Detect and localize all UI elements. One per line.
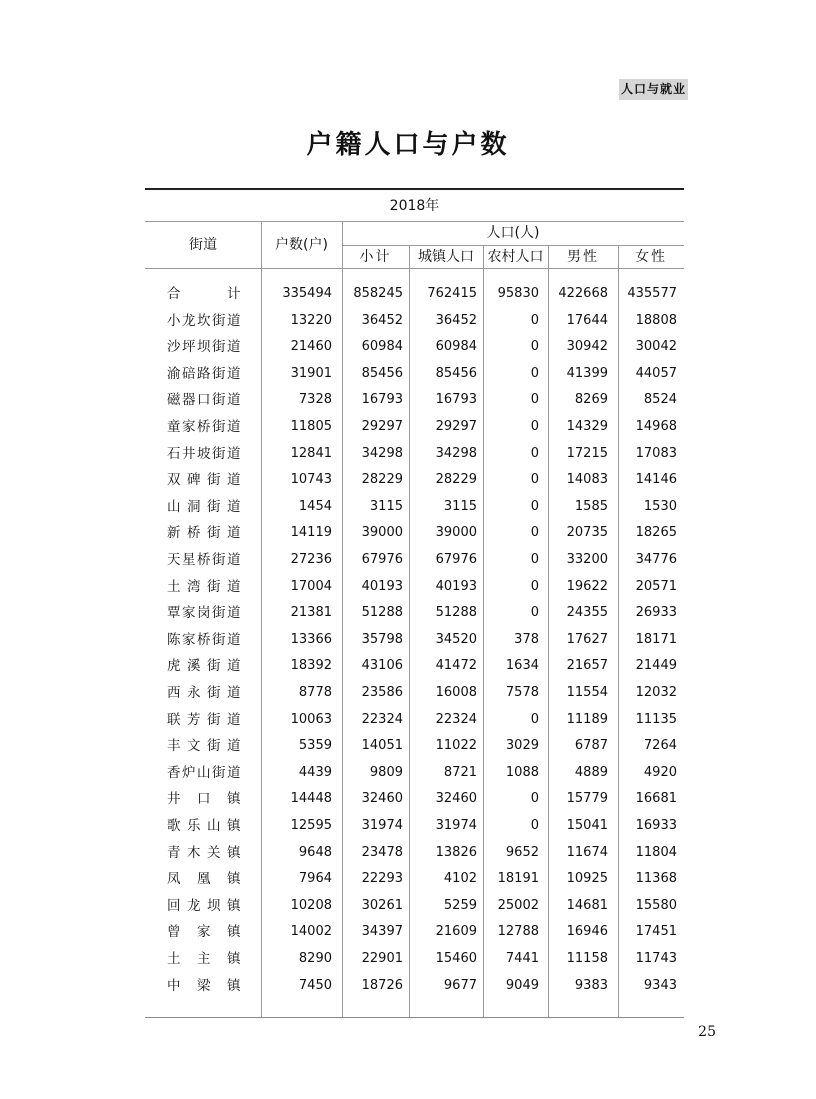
subtotal-cell: 43106 (361, 658, 403, 674)
male-cell: 10925 (566, 871, 608, 887)
households-cell: 7328 (298, 392, 332, 408)
urban-cell: 40193 (435, 578, 477, 594)
rural-cell: 9049 (505, 977, 539, 993)
district-name: 小龙坎街道 (167, 312, 241, 329)
rural-cell: 9652 (505, 844, 539, 860)
rural-cell: 12788 (497, 924, 539, 940)
male-cell: 14329 (566, 419, 608, 434)
households-cell: 21460 (290, 339, 332, 355)
male-cell: 11158 (566, 951, 608, 966)
urban-cell: 21609 (435, 924, 477, 940)
table-row (145, 840, 684, 867)
female-cell: 16681 (635, 791, 677, 807)
district-name: 陈家桥街道 (167, 631, 241, 648)
households-cell: 17004 (290, 578, 332, 594)
male-cell: 17627 (566, 631, 608, 647)
rural-cell: 0 (530, 419, 539, 434)
subtotal-cell: 23586 (361, 685, 403, 700)
subtotal-cell: 30261 (361, 897, 403, 913)
rural-cell: 25002 (497, 897, 539, 913)
rural-cell: 378 (514, 631, 539, 647)
male-cell: 8269 (574, 392, 608, 408)
rural-cell: 0 (530, 791, 539, 807)
table-row (145, 467, 684, 494)
urban-cell: 5259 (443, 897, 477, 913)
district-name: 石井坡街道 (167, 445, 241, 462)
households-cell: 8778 (298, 685, 332, 700)
rural-cell: 1634 (505, 658, 539, 674)
rural-cell: 0 (530, 365, 539, 381)
subtotal-cell: 34298 (361, 445, 403, 461)
header-bottom-rule (145, 268, 684, 269)
urban-cell: 28229 (435, 472, 477, 488)
male-cell: 1585 (574, 498, 608, 514)
district-name: 香炉山街道 (167, 764, 241, 781)
subtotal-cell: 14051 (361, 738, 403, 754)
table-row (145, 441, 684, 468)
district-name: 曾家镇 (167, 924, 241, 941)
population-table (145, 188, 684, 1018)
rural-cell: 0 (530, 818, 539, 833)
district-name: 凤凰镇 (167, 871, 241, 888)
subtotal-header: 小计 (359, 249, 392, 265)
rural-cell: 0 (530, 339, 539, 355)
households-cell: 13366 (290, 631, 332, 647)
table-row (145, 520, 684, 547)
subtotal-cell: 22293 (361, 871, 403, 887)
subtotal-cell: 858245 (353, 286, 403, 301)
female-cell: 21449 (635, 658, 677, 674)
district-name: 磁器口街道 (167, 392, 241, 409)
households-cell: 8290 (298, 951, 332, 966)
subtotal-cell: 32460 (361, 791, 403, 807)
table-row (145, 361, 684, 388)
rural-cell: 18191 (497, 871, 539, 887)
table-bottom-rule (145, 1017, 684, 1018)
district-name: 土湾街道 (167, 578, 241, 595)
rural-cell: 7578 (505, 685, 539, 700)
rural-cell: 0 (530, 445, 539, 461)
households-cell: 14119 (290, 525, 332, 541)
households-cell: 7964 (298, 871, 332, 887)
subtotal-cell: 9809 (369, 764, 403, 780)
district-name: 双碑街道 (167, 472, 241, 489)
district-name: 中梁镇 (167, 977, 241, 994)
male-cell: 30942 (566, 339, 608, 355)
households-cell: 11805 (290, 419, 332, 434)
rural-cell: 95830 (497, 286, 539, 301)
households-cell: 31901 (290, 365, 332, 381)
rural-cell: 0 (530, 605, 539, 621)
female-cell: 20571 (635, 578, 677, 594)
male-cell: 17644 (566, 312, 608, 328)
female-cell: 12032 (635, 685, 677, 700)
table-row (145, 547, 684, 574)
rural-cell: 1088 (505, 764, 539, 780)
households-cell: 14448 (290, 791, 332, 807)
subtotal-cell: 16793 (361, 392, 403, 408)
male-cell: 4889 (574, 764, 608, 780)
male-cell: 24355 (566, 605, 608, 621)
male-cell: 14681 (566, 897, 608, 913)
urban-header: 城镇人口 (418, 249, 474, 265)
district-name: 歌乐山镇 (167, 818, 241, 834)
subtotal-cell: 39000 (361, 525, 403, 541)
male-cell: 16946 (566, 924, 608, 940)
male-cell: 41399 (566, 365, 608, 381)
subtotal-cell: 35798 (361, 631, 403, 647)
female-cell: 14968 (635, 419, 677, 434)
female-cell: 435577 (627, 286, 677, 301)
households-cell: 10063 (290, 711, 332, 727)
households-cell: 335494 (282, 286, 332, 301)
table-row (145, 414, 684, 441)
urban-cell: 8721 (443, 764, 477, 780)
male-cell: 15779 (566, 791, 608, 807)
table-row (145, 813, 684, 840)
table-top-rule (145, 188, 684, 190)
female-cell: 16933 (635, 818, 677, 833)
rural-cell: 0 (530, 392, 539, 408)
urban-cell: 85456 (435, 365, 477, 381)
district-name: 山洞街道 (167, 498, 241, 515)
district-name: 沙坪坝街道 (167, 339, 241, 356)
households-cell: 4439 (298, 764, 332, 780)
table-row (145, 627, 684, 654)
rural-cell: 0 (530, 498, 539, 514)
urban-cell: 29297 (435, 419, 477, 434)
male-cell: 20735 (566, 525, 608, 541)
male-cell: 422668 (558, 286, 608, 301)
households-cell: 12841 (290, 445, 332, 461)
district-name: 回龙坝镇 (167, 897, 241, 914)
male-cell: 19622 (566, 578, 608, 594)
female-cell: 14146 (635, 472, 677, 488)
female-cell: 1530 (643, 498, 677, 514)
table-row (145, 574, 684, 601)
female-cell: 30042 (635, 339, 677, 355)
households-cell: 7450 (298, 977, 332, 993)
urban-cell: 51288 (435, 605, 477, 621)
households-cell: 5359 (298, 738, 332, 754)
urban-cell: 31974 (435, 818, 477, 833)
households-cell: 18392 (290, 658, 332, 674)
urban-cell: 34298 (435, 445, 477, 461)
subtotal-cell: 22324 (361, 711, 403, 727)
subtotal-cell: 23478 (361, 844, 403, 860)
subtotal-cell: 18726 (361, 977, 403, 993)
subtotal-cell: 22901 (361, 951, 403, 966)
urban-cell: 16793 (435, 392, 477, 408)
rural-cell: 0 (530, 552, 539, 567)
urban-cell: 15460 (435, 951, 477, 966)
households-cell: 10208 (290, 897, 332, 913)
table-row (145, 387, 684, 414)
district-header: 街道 (189, 237, 217, 253)
households-cell: 21381 (290, 605, 332, 621)
subtotal-cell: 60984 (361, 339, 403, 355)
male-cell: 9383 (574, 977, 608, 993)
households-cell: 14002 (290, 924, 332, 940)
male-cell: 11674 (566, 844, 608, 860)
district-name: 土主镇 (167, 951, 241, 967)
district-name: 合 计 (167, 286, 241, 302)
district-name: 联芳街道 (167, 711, 241, 728)
table-row (145, 866, 684, 893)
households-cell: 1454 (298, 498, 332, 514)
households-cell: 9648 (298, 844, 332, 860)
table-row (145, 973, 684, 1000)
table-row (145, 308, 684, 335)
subtotal-cell: 67976 (361, 552, 403, 567)
rural-cell: 0 (530, 472, 539, 488)
female-cell: 18265 (635, 525, 677, 541)
female-cell: 7264 (643, 738, 677, 754)
urban-cell: 3115 (443, 498, 477, 514)
population-sub-rule (342, 245, 684, 246)
subtotal-cell: 3115 (369, 498, 403, 514)
urban-cell: 41472 (435, 658, 477, 674)
urban-cell: 16008 (435, 685, 477, 700)
urban-cell: 22324 (435, 711, 477, 727)
district-name: 天星桥街道 (167, 552, 241, 568)
table-row (145, 786, 684, 813)
male-header: 男性 (567, 249, 599, 265)
urban-cell: 34520 (435, 631, 477, 647)
table-row (145, 733, 684, 760)
table-row (145, 946, 684, 973)
district-name: 西永街道 (167, 685, 241, 701)
female-cell: 18171 (635, 631, 677, 647)
male-cell: 11554 (566, 685, 608, 700)
table-row (145, 680, 684, 707)
female-cell: 17451 (635, 924, 677, 940)
female-cell: 44057 (635, 365, 677, 381)
rural-cell: 3029 (505, 738, 539, 754)
page-number: 25 (698, 1024, 716, 1040)
female-cell: 18808 (635, 312, 677, 328)
district-name: 新桥街道 (167, 525, 241, 542)
district-name: 井口镇 (167, 791, 241, 808)
female-cell: 11743 (635, 951, 677, 966)
table-row (145, 281, 684, 308)
urban-cell: 4102 (443, 871, 477, 887)
female-cell: 26933 (635, 605, 677, 621)
table-row (145, 760, 684, 787)
table-row (145, 653, 684, 680)
urban-cell: 9677 (443, 977, 477, 993)
male-cell: 14083 (566, 472, 608, 488)
district-name: 渝碚路街道 (167, 365, 241, 382)
urban-cell: 60984 (435, 339, 477, 355)
urban-cell: 67976 (435, 552, 477, 567)
year-rule (145, 221, 684, 222)
female-cell: 11135 (635, 711, 677, 727)
urban-cell: 39000 (435, 525, 477, 541)
urban-cell: 13826 (435, 844, 477, 860)
rural-cell: 7441 (505, 951, 539, 966)
district-name: 覃家岗街道 (167, 605, 241, 622)
male-cell: 15041 (566, 818, 608, 833)
female-header: 女性 (635, 249, 667, 265)
female-cell: 9343 (643, 977, 677, 993)
female-cell: 11804 (635, 844, 677, 860)
male-cell: 17215 (566, 445, 608, 461)
households-cell: 27236 (290, 552, 332, 567)
female-cell: 8524 (643, 392, 677, 408)
households-cell: 13220 (290, 312, 332, 328)
population-header: 人口(人) (486, 225, 540, 241)
households-cell: 10743 (290, 472, 332, 488)
section-tag: 人口与就业 (619, 79, 688, 100)
households-header: 户数(户) (275, 237, 328, 253)
district-name: 青木关镇 (167, 844, 241, 861)
subtotal-cell: 51288 (361, 605, 403, 621)
subtotal-cell: 85456 (361, 365, 403, 381)
urban-cell: 32460 (435, 791, 477, 807)
female-cell: 34776 (635, 552, 677, 567)
rural-cell: 0 (530, 711, 539, 727)
district-name: 童家桥街道 (167, 419, 241, 435)
subtotal-cell: 40193 (361, 578, 403, 594)
district-name: 丰文街道 (167, 738, 241, 755)
subtotal-cell: 36452 (361, 312, 403, 328)
female-cell: 4920 (643, 764, 677, 780)
female-cell: 17083 (635, 445, 677, 461)
households-cell: 12595 (290, 818, 332, 833)
female-cell: 11368 (635, 871, 677, 887)
subtotal-cell: 34397 (361, 924, 403, 940)
male-cell: 6787 (574, 738, 608, 754)
urban-cell: 762415 (427, 286, 477, 301)
subtotal-cell: 28229 (361, 472, 403, 488)
male-cell: 11189 (566, 711, 608, 727)
table-row (145, 334, 684, 361)
table-row (145, 893, 684, 920)
table-row (145, 600, 684, 627)
female-cell: 15580 (635, 897, 677, 913)
year-header: 2018年 (389, 198, 440, 214)
male-cell: 33200 (566, 552, 608, 567)
subtotal-cell: 31974 (361, 818, 403, 833)
urban-cell: 36452 (435, 312, 477, 328)
district-name: 虎溪街道 (167, 658, 241, 675)
subtotal-cell: 29297 (361, 419, 403, 434)
table-row (145, 494, 684, 521)
rural-cell: 0 (530, 525, 539, 541)
page-title: 户籍人口与户数 (306, 130, 510, 160)
rural-header: 农村人口 (487, 249, 544, 265)
table-row (145, 919, 684, 946)
rural-cell: 0 (530, 312, 539, 328)
table-row (145, 707, 684, 734)
male-cell: 21657 (566, 658, 608, 674)
rural-cell: 0 (530, 578, 539, 594)
urban-cell: 11022 (435, 738, 477, 754)
